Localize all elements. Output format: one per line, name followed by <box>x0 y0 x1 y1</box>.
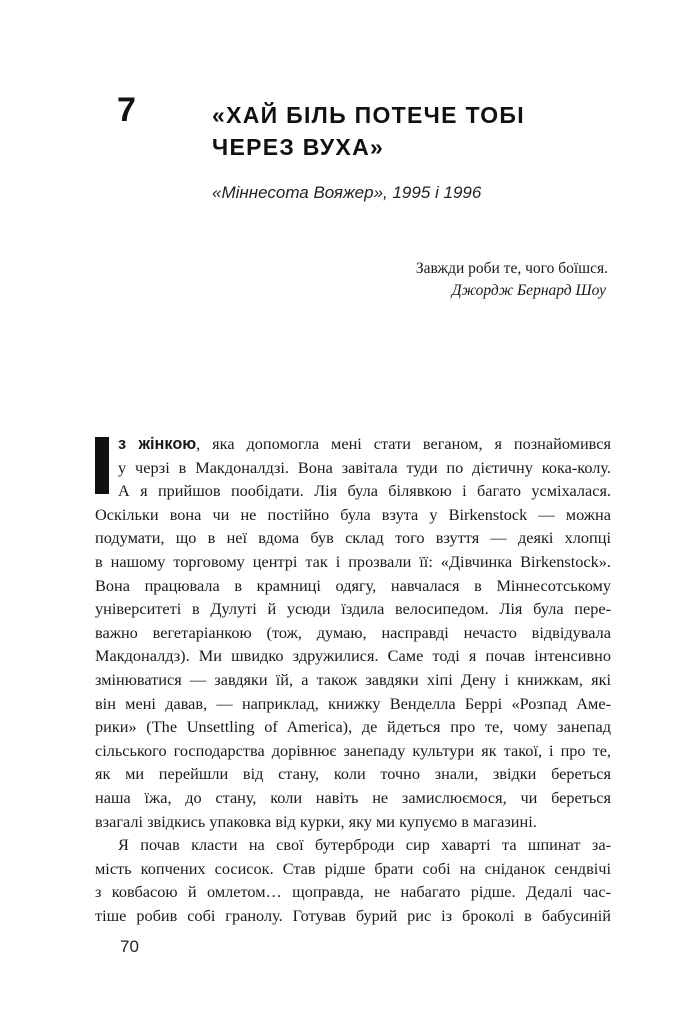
chapter-title <box>212 99 612 163</box>
epigraph-author: Джордж Бернард Шоу <box>451 282 606 299</box>
text-line: Макдоналдз). Ми швидко здружилися. Саме тоді я почав інтенсивно <box>95 646 611 666</box>
chapter-title-line-1: «ХАЙ БІЛЬ ПОТЕЧЕ ТОБІ <box>212 102 525 128</box>
text-line: важно вегетаріанкою (тож, думаю, насправді нечасто відвідувала <box>95 622 611 642</box>
text-line: наша їжа, до стану, коли навіть не замислюємося, чи береться <box>95 787 611 807</box>
text-line-rest: , яка допомогла мені стати веганом, я познайомився <box>196 434 611 453</box>
lead-words: з жінкою <box>118 435 197 453</box>
text-line: мість копчених сосисок. Став рідше брати собі на сніданок сендвічі <box>95 858 611 878</box>
text-line: подумати, що в неї вдома був склад того взуття — деякі хлопці <box>95 528 611 548</box>
text-line: взагалі звідкись упаковка від курки, яку ми купуємо в магазині. <box>95 811 537 831</box>
page-number: 70 <box>120 937 139 956</box>
paragraph-1 <box>95 432 611 833</box>
body-text <box>95 432 611 927</box>
text-line: рики» (The Unsettling of America), де йдеться про те, чому занепад <box>95 717 611 737</box>
text-line: у черзі в Макдоналдзі. Вона завітала туди по дієтичну кока-колу. <box>118 457 611 477</box>
epigraph <box>416 258 608 302</box>
paragraph-2 <box>95 833 611 927</box>
text-line: тіше робив собі гранолу. Готував бурий рис із броколі в бабусиній <box>95 905 611 925</box>
text-line <box>95 432 611 456</box>
chapter-number: 7 <box>117 91 136 129</box>
text-line: сільського господарства дорівнює занепаду культури як такої, і про те, <box>95 740 611 760</box>
text-line: в нашому торговому центрі так і прозвали її: «Дівчинка Birkenstock». <box>95 551 611 571</box>
text-line: А я прийшов пообідати. Лія була білявкою і багато усміхалася. <box>118 481 611 501</box>
text-line: змінюватися — завдяки їй, а також завдяки хіпі Дену і книжкам, які <box>95 669 611 689</box>
chapter-subtitle: «Міннесота Вояжер», 1995 і 1996 <box>212 183 482 202</box>
text-line: університеті в Дулуті й усюди їздила велосипедом. Лія була пере- <box>95 599 611 619</box>
text-line: він мені давав, — наприклад, книжку Венделла Беррі «Розпад Аме- <box>95 693 611 713</box>
text-line: Оскільки вона чи не постійно була взута у Birkenstock — можна <box>95 504 611 524</box>
chapter-title-line-2: ЧЕРЕЗ ВУХА» <box>212 134 385 160</box>
text-line: з ковбасою й омлетом… щоправда, не набагато рідше. Дедалі час- <box>95 882 611 902</box>
epigraph-quote: Завжди роби те, чого боїшся. <box>415 260 608 277</box>
text-line: Я почав класти на свої бутерброди сир хаварті та шпинат за- <box>118 835 611 855</box>
text-line: як ми перейшли від стану, коли точно знали, звідки береться <box>95 764 611 784</box>
text-line: Вона працювала в крамниці одягу, навчалася в Міннесотському <box>95 575 611 595</box>
